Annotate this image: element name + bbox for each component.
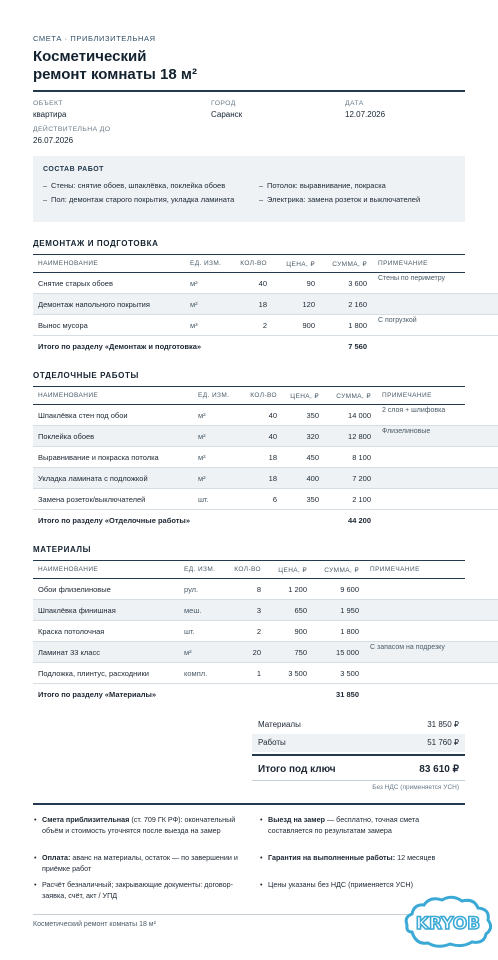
cell-note: 2 слоя + шлифовка: [377, 405, 498, 426]
cell-sum: 15 000: [313, 642, 365, 663]
empty-cell: [377, 510, 465, 531]
summary-total-label: Итого под ключ: [258, 764, 336, 775]
cell-qty: 40: [241, 426, 283, 447]
cell-qty: 18: [241, 468, 283, 489]
cell-name: Укладка ламината с подложкой: [33, 468, 193, 489]
note-payment: [34, 852, 247, 874]
table-header: [33, 387, 465, 405]
note-warranty-text: 12 месяцев: [395, 853, 436, 862]
col-unit: ЕД. ИЗМ.: [193, 387, 241, 405]
note-settlement: [34, 879, 247, 901]
meta-valid: [33, 126, 111, 145]
cell-note: [373, 294, 498, 315]
cell-name: Шпаклёвка стен под обои: [33, 405, 193, 426]
summary-materials-row: [252, 716, 465, 734]
table-row: [33, 447, 465, 468]
col-name: НАИМЕНОВАНИЕ: [33, 255, 185, 273]
cell-sum: 1 800: [321, 315, 373, 336]
cell-note: С погрузкой: [373, 315, 498, 336]
col-unit: ЕД. ИЗМ.: [179, 561, 231, 579]
cell-sum: 7 200: [325, 468, 377, 489]
note-vat-text: Цены указаны без НДС (применяется УСН): [268, 880, 413, 889]
meta-city-value: Саранск: [211, 110, 243, 119]
note-settlement-text: Расчёт безналичный; закрывающие документы: договор-заявка, счёт, акт / УПД: [42, 880, 234, 900]
cell-sum: 1 950: [313, 600, 365, 621]
cell-price: 350: [283, 489, 325, 510]
cell-note: С запасом на подрезку: [365, 642, 498, 663]
bullet-icon: •: [260, 815, 263, 824]
col-name: НАИМЕНОВАНИЕ: [33, 387, 193, 405]
cell-note: Стены по периметру: [373, 273, 498, 294]
cell-price: 3 500: [267, 663, 313, 684]
cell-qty: 2: [231, 621, 267, 642]
table-row: [33, 621, 465, 642]
summary-total-row: [252, 760, 465, 780]
col-price: ЦЕНА, ₽: [267, 561, 313, 579]
summary-total-value: 83 610 ₽: [419, 764, 459, 775]
cell-name: Демонтаж напольного покрытия: [33, 294, 185, 315]
col-qty: КОЛ-ВО: [241, 387, 283, 405]
col-price: ЦЕНА, ₽: [273, 255, 321, 273]
bullet-icon: •: [260, 853, 263, 862]
cell-qty: 40: [241, 405, 283, 426]
note-payment-bold: Оплата:: [42, 853, 71, 862]
section-total-value: 31 850: [313, 684, 365, 705]
section-title-demolition: ДЕМОНТАЖ И ПОДГОТОВКА: [33, 239, 159, 248]
section-total-value: 7 560: [321, 336, 373, 357]
empty-cell: [365, 684, 465, 705]
col-qty: КОЛ-ВО: [231, 561, 267, 579]
table-row: [33, 426, 465, 447]
cell-unit: шт.: [179, 621, 231, 642]
table-row: [33, 642, 465, 663]
cell-note: [377, 489, 498, 510]
table-row: [33, 294, 465, 315]
cell-name: Поклейка обоев: [33, 426, 193, 447]
meta-date: [345, 100, 385, 119]
bullet-icon: •: [34, 880, 37, 889]
cell-unit: компл.: [179, 663, 231, 684]
meta-city-label: ГОРОД: [211, 100, 236, 107]
col-sum: СУММА, ₽: [313, 561, 365, 579]
table-row: [33, 273, 465, 294]
cell-unit: меш.: [179, 600, 231, 621]
cell-qty: 2: [231, 315, 273, 336]
cell-qty: 20: [231, 642, 267, 663]
footer-rule: [33, 914, 465, 915]
table-materials: [33, 560, 465, 704]
cell-name: Краска потолочная: [33, 621, 179, 642]
header-rule: [33, 90, 465, 92]
cell-unit: м²: [179, 642, 231, 663]
cell-qty: 8: [231, 579, 267, 600]
empty-cell: [373, 336, 465, 357]
cell-sum: 2 100: [325, 489, 377, 510]
scope-item: – Стены: снятие обоев, шпаклёвка, поклейка обоев: [51, 180, 241, 191]
cell-note: Флизелиновые: [377, 426, 498, 447]
cell-unit: м²: [193, 405, 241, 426]
table-row: [33, 600, 465, 621]
col-qty: КОЛ-ВО: [231, 255, 273, 273]
scope-title: СОСТАВ РАБОТ: [43, 166, 104, 173]
meta-date-value: 12.07.2026: [345, 110, 386, 119]
table-row: [33, 489, 465, 510]
title-line-2: ремонт комнаты 18 м²: [33, 66, 197, 83]
scope-of-work-box: [33, 156, 465, 222]
col-note: ПРИМЕЧАНИЕ: [365, 561, 465, 579]
meta-valid-label: ДЕЙСТВИТЕЛЬНА ДО: [33, 126, 111, 133]
table-row: [33, 468, 465, 489]
table-row: [33, 315, 465, 336]
section-total-label: Итого по разделу «Демонтаж и подготовка»: [33, 336, 321, 357]
cell-name: Шпаклёвка финишная: [33, 600, 179, 621]
meta-object-value: квартира: [33, 110, 67, 119]
section-total-row: [33, 336, 465, 357]
summary-materials-value: 31 850 ₽: [427, 720, 459, 729]
cell-unit: м²: [193, 426, 241, 447]
cell-name: Замена розеток/выключателей: [33, 489, 193, 510]
section-title-finishing: ОТДЕЛОЧНЫЕ РАБОТЫ: [33, 371, 139, 380]
cell-qty: 1: [231, 663, 267, 684]
col-note: ПРИМЕЧАНИЕ: [377, 387, 465, 405]
note-approximate-bold: Смета приблизительная: [42, 815, 130, 824]
table-finishing: [33, 386, 465, 530]
section-title-materials: МАТЕРИАЛЫ: [33, 545, 92, 554]
col-unit: ЕД. ИЗМ.: [185, 255, 231, 273]
notes-rule: [33, 803, 465, 805]
cell-qty: 18: [231, 294, 273, 315]
col-price: ЦЕНА, ₽: [283, 387, 325, 405]
cell-unit: м²: [185, 294, 231, 315]
summary-divider: [252, 780, 465, 781]
cell-unit: шт.: [193, 489, 241, 510]
cell-sum: 14 000: [325, 405, 377, 426]
table-row: [33, 405, 465, 426]
cell-sum: 2 160: [321, 294, 373, 315]
cell-name: Выравнивание и покраска потолка: [33, 447, 193, 468]
table-row: [33, 663, 465, 684]
summary-works-value: 51 760 ₽: [427, 738, 459, 747]
cell-name: Подложка, плинтус, расходники: [33, 663, 179, 684]
summary-box: [252, 714, 465, 798]
cell-sum: 1 800: [313, 621, 365, 642]
cell-note: [365, 579, 498, 600]
note-measurement-bold: Выезд на замер: [268, 815, 325, 824]
col-note: ПРИМЕЧАНИЕ: [373, 255, 465, 273]
note-approximate-text: (ст. 709 ГК РФ): окончательный объём и стоимость уточнятся после выезда на замер: [42, 815, 236, 835]
section-total-value: 44 200: [325, 510, 377, 531]
cell-price: 1 200: [267, 579, 313, 600]
meta-date-label: ДАТА: [345, 100, 364, 107]
cell-note: [365, 621, 498, 642]
section-total-row: [33, 684, 465, 705]
cell-price: 650: [267, 600, 313, 621]
cell-sum: 9 600: [313, 579, 365, 600]
note-warranty-bold: Гарантия на выполненные работы:: [268, 853, 396, 862]
col-sum: СУММА, ₽: [325, 387, 377, 405]
col-sum: СУММА, ₽: [321, 255, 373, 273]
table-row: [33, 579, 465, 600]
cell-name: Вынос мусора: [33, 315, 185, 336]
meta-object: [33, 100, 66, 119]
scope-item: – Электрика: замена розеток и выключателей: [267, 194, 457, 205]
cell-price: 90: [273, 273, 321, 294]
cell-qty: 3: [231, 600, 267, 621]
cell-price: 750: [267, 642, 313, 663]
vat-note: Без НДС (применяется УСН): [372, 784, 459, 791]
cell-unit: м³: [185, 315, 231, 336]
table-demolition: [33, 254, 465, 356]
note-payment-text: аванс на материалы, остаток — по завершении и приёмке работ: [42, 853, 238, 873]
table-header: [33, 255, 465, 273]
cell-sum: 12 800: [325, 426, 377, 447]
section-total-row: [33, 510, 465, 531]
title-line-1: Косметический: [33, 48, 147, 65]
badge-text: KRYOB: [415, 914, 481, 934]
meta-city: [211, 100, 242, 119]
note-vat: [260, 879, 464, 890]
footer-text: Косметический ремонт комнаты 18 м²: [33, 921, 156, 928]
scope-item: – Пол: демонтаж старого покрытия, укладка ламината: [51, 194, 241, 205]
section-total-label: Итого по разделу «Материалы»: [33, 684, 313, 705]
cell-name: Снятие старых обоев: [33, 273, 185, 294]
cell-qty: 40: [231, 273, 273, 294]
summary-works-label: Работы: [258, 738, 286, 747]
cell-name: Ламинат 33 класс: [33, 642, 179, 663]
table-header: [33, 561, 465, 579]
scope-item: – Потолок: выравнивание, покраска: [267, 180, 457, 191]
cell-unit: рул.: [179, 579, 231, 600]
cell-price: 900: [267, 621, 313, 642]
cell-unit: м²: [193, 468, 241, 489]
cell-sum: 3 500: [313, 663, 365, 684]
cell-unit: м²: [185, 273, 231, 294]
summary-works-row: [252, 734, 465, 752]
col-name: НАИМЕНОВАНИЕ: [33, 561, 179, 579]
cell-note: [377, 468, 498, 489]
bullet-icon: •: [260, 880, 263, 889]
cell-note: [365, 663, 498, 684]
meta-object-label: ОБЪЕКТ: [33, 100, 63, 107]
brand-badge-logo: [402, 892, 494, 950]
page-title: [33, 48, 197, 84]
note-warranty: [260, 852, 464, 863]
cell-price: 900: [273, 315, 321, 336]
cell-qty: 18: [241, 447, 283, 468]
cell-name: Обои флизелиновые: [33, 579, 179, 600]
cell-price: 450: [283, 447, 325, 468]
cell-price: 350: [283, 405, 325, 426]
document-kicker: СМЕТА · ПРИБЛИЗИТЕЛЬНАЯ: [33, 34, 156, 43]
note-approximate: [34, 814, 247, 836]
summary-rule: [252, 754, 465, 756]
note-measurement-text: — бесплатно, точная смета составляется по результатам замера: [268, 815, 420, 835]
cell-price: 320: [283, 426, 325, 447]
cell-qty: 6: [241, 489, 283, 510]
summary-materials-label: Материалы: [258, 720, 301, 729]
cell-price: 120: [273, 294, 321, 315]
cell-note: [377, 447, 498, 468]
bullet-icon: •: [34, 853, 37, 862]
note-measurement: [260, 814, 464, 836]
meta-valid-value: 26.07.2026: [33, 136, 74, 145]
cell-sum: 3 600: [321, 273, 373, 294]
cell-price: 400: [283, 468, 325, 489]
cell-unit: м²: [193, 447, 241, 468]
section-total-label: Итого по разделу «Отделочные работы»: [33, 510, 325, 531]
bullet-icon: •: [34, 815, 37, 824]
cell-sum: 8 100: [325, 447, 377, 468]
cell-note: [365, 600, 498, 621]
